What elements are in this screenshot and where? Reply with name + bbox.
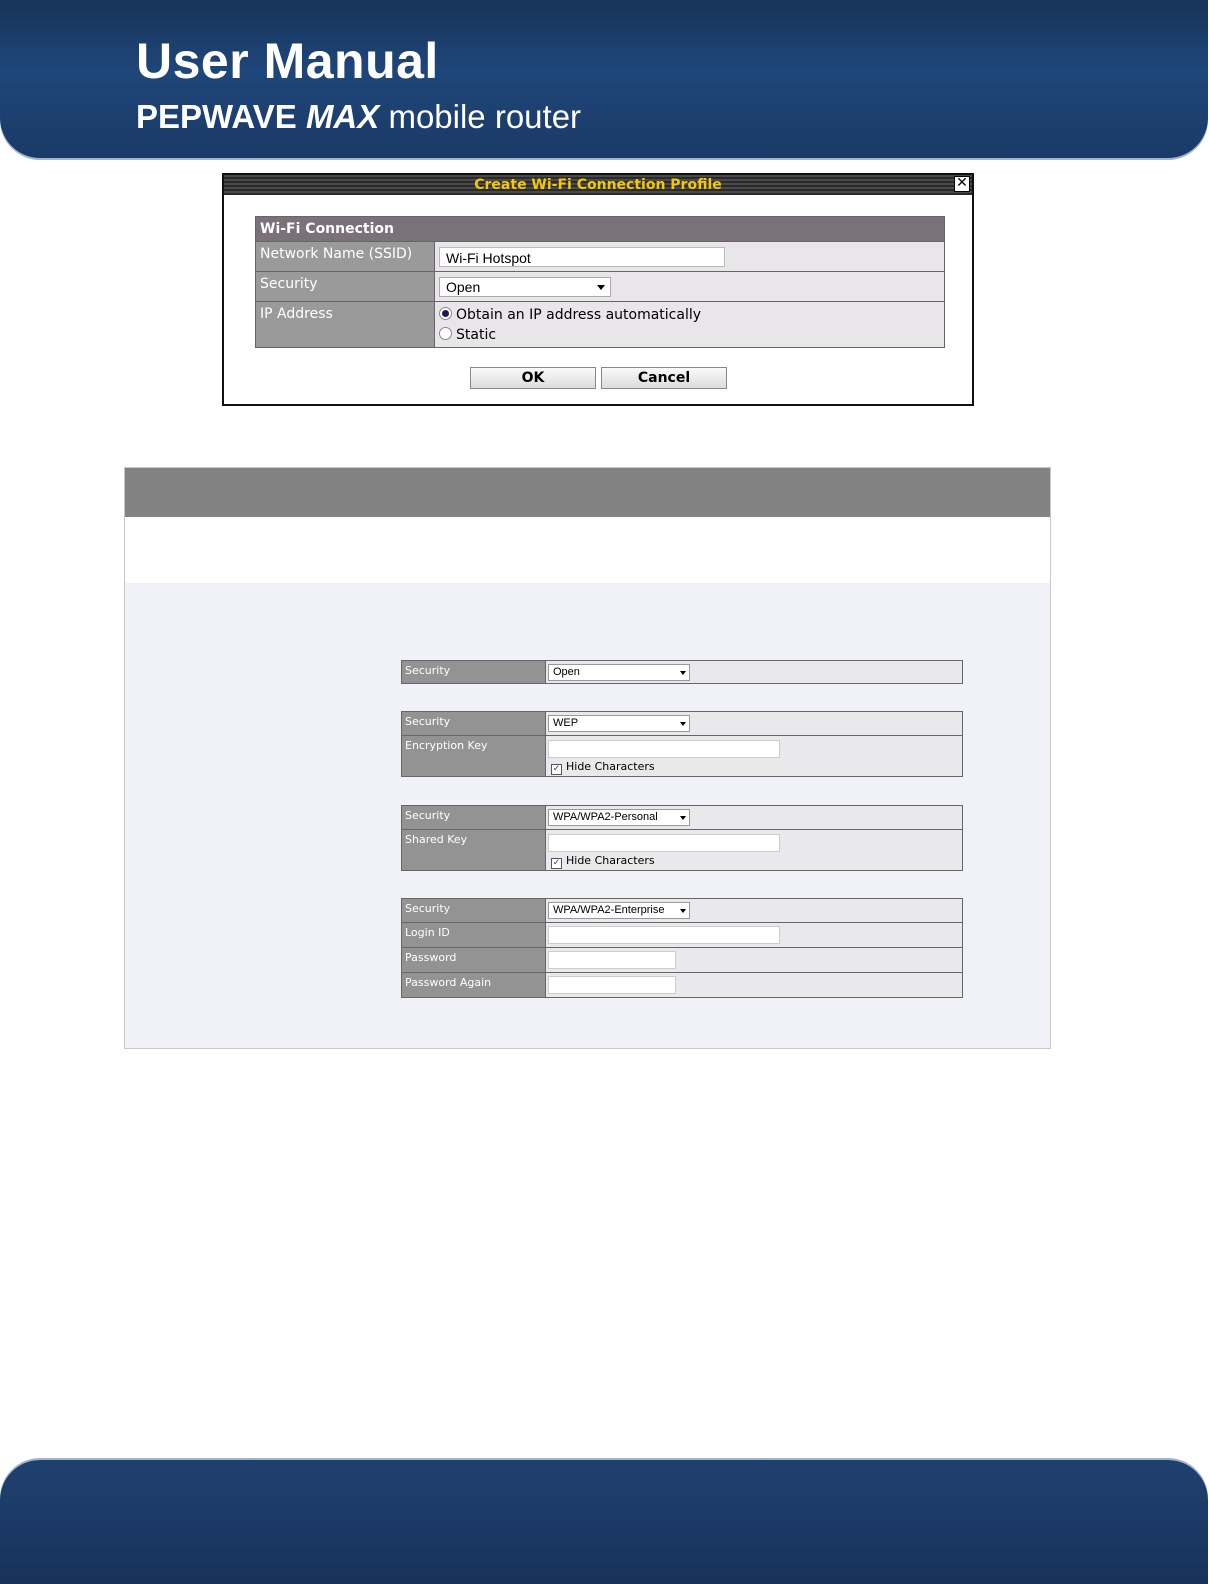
- dialog-titlebar: [224, 175, 972, 195]
- ip-address-label: IP Address: [256, 302, 435, 348]
- security-wpa-enterprise-table: [401, 898, 963, 998]
- security-select[interactable]: [548, 664, 690, 681]
- security-select-value: Open: [446, 278, 481, 295]
- security-select[interactable]: [548, 902, 690, 919]
- security-reference-panel: [124, 467, 1051, 1049]
- login-id-input[interactable]: [548, 926, 780, 944]
- ssid-label: Network Name (SSID): [256, 242, 435, 272]
- close-icon[interactable]: ✕: [954, 176, 970, 192]
- footer-banner: [0, 1460, 1208, 1584]
- model-name: MAX: [305, 98, 380, 135]
- security-label: Security: [402, 899, 546, 923]
- wifi-profile-dialog: [222, 173, 974, 406]
- hide-characters-option[interactable]: [548, 759, 960, 774]
- shared-key-input[interactable]: [548, 834, 780, 852]
- ip-option-static[interactable]: [439, 325, 940, 345]
- chevron-down-icon: [680, 722, 686, 726]
- panel-header: [125, 468, 1050, 517]
- security-select[interactable]: [548, 715, 690, 732]
- chevron-down-icon: [680, 671, 686, 675]
- chevron-down-icon: [680, 909, 686, 913]
- section-title: Wi-Fi Connection: [256, 217, 945, 242]
- security-wep-table: [401, 711, 963, 777]
- brand-name: PEPWAVE: [136, 98, 297, 135]
- hide-characters-label: Hide Characters: [566, 853, 655, 867]
- security-label: Security: [402, 712, 546, 736]
- security-label: Security: [256, 272, 435, 302]
- document-title: User Manual: [136, 33, 439, 89]
- encryption-key-label: Encryption Key: [402, 736, 546, 777]
- security-open-table: [401, 660, 963, 684]
- password-again-input[interactable]: [548, 976, 676, 994]
- radio-unselected-icon[interactable]: [439, 327, 452, 340]
- password-label: Password: [402, 948, 546, 973]
- security-wpa-personal-table: [401, 805, 963, 871]
- chevron-down-icon: [597, 285, 605, 290]
- ip-option-auto-label: Obtain an IP address automatically: [456, 306, 702, 323]
- radio-selected-icon[interactable]: [439, 307, 452, 320]
- checkbox-checked-icon[interactable]: ✓: [552, 857, 561, 868]
- header-banner: [0, 0, 1208, 158]
- security-select-value: WPA/WPA2-Enterprise: [553, 904, 665, 916]
- security-select-value: WPA/WPA2-Personal: [553, 811, 658, 823]
- security-label: Security: [402, 661, 546, 684]
- panel-description: [125, 517, 1050, 583]
- wifi-connection-table: [255, 216, 945, 348]
- password-again-label: Password Again: [402, 973, 546, 998]
- hide-characters-label: Hide Characters: [566, 759, 655, 773]
- ok-button[interactable]: OK: [470, 367, 596, 389]
- ip-option-static-label: Static: [456, 326, 497, 343]
- checkbox-checked-icon[interactable]: ✓: [552, 763, 561, 774]
- cancel-button[interactable]: Cancel: [601, 367, 727, 389]
- product-type: mobile router: [388, 98, 582, 135]
- security-select[interactable]: [439, 277, 611, 297]
- security-select-value: Open: [553, 665, 580, 678]
- chevron-down-icon: [680, 816, 686, 820]
- document-subtitle: [136, 98, 581, 136]
- security-label: Security: [402, 806, 546, 830]
- security-select[interactable]: [548, 809, 690, 826]
- login-id-label: Login ID: [402, 923, 546, 948]
- dialog-title: Create Wi-Fi Connection Profile: [474, 177, 722, 193]
- encryption-key-input[interactable]: [548, 740, 780, 758]
- ssid-input[interactable]: Wi-Fi Hotspot: [439, 247, 725, 267]
- shared-key-label: Shared Key: [402, 830, 546, 871]
- ip-option-auto[interactable]: [439, 305, 940, 325]
- hide-characters-option[interactable]: [548, 853, 960, 868]
- security-select-value: WEP: [553, 717, 579, 729]
- password-input[interactable]: [548, 951, 676, 969]
